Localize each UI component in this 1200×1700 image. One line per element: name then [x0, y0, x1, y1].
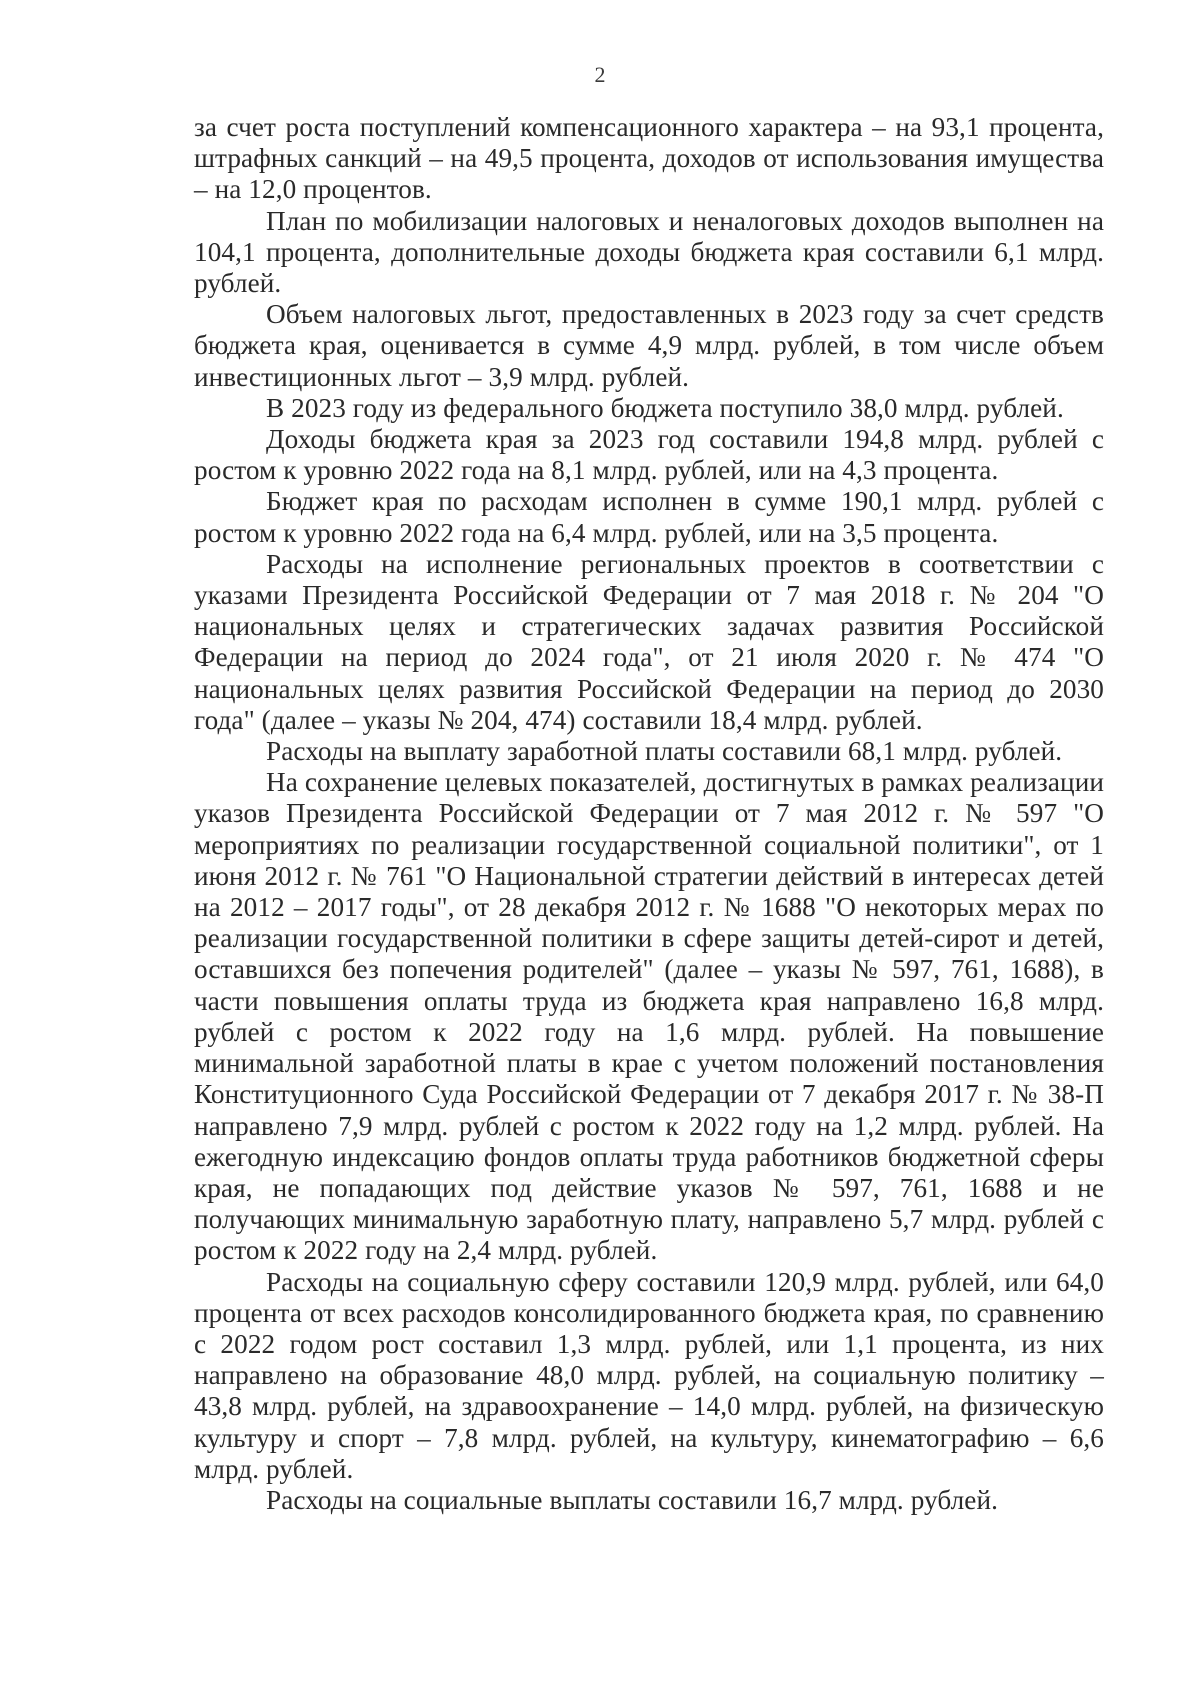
paragraph-target-indicators: На сохранение целевых показателей, достигнутых в рамках реализации указов Президента Российской Федерации от 7 мая 2012 г. № 597 "О мероприятиях по реализации государственной социальной политики", от 1 июня 2012 г. № 761 "О Национальной стратегии действий в интересах детей на 2012 – 2017 годы", от 28 декабря 2012 г. № 1688 "О некоторых мерах по реализации государственной политики в сфере защиты детей-сирот и детей, оставшихся без попечения родителей" (далее – указы № 597, 761, 1688), в части повышения оплаты труда из бюджета края направлено 16,8 млрд. рублей с ростом к 2022 году на 1,6 млрд. рублей. На повышение минимальной заработной платы в крае с учетом положений постановления Конституционного Суда Российской Федерации от 7 декабря 2017 г. № 38-П направлено 7,9 млрд. рублей с ростом к 2022 году на 1,2 млрд. рублей. На ежегодную индексацию фондов оплаты труда работников бюджетной сферы края, не попадающих под действие указов № 597, 761, 1688 и не получающих минимальную заработную плату, направлено 5,7 млрд. рублей с ростом к 2022 году на 2,4 млрд. рублей. [194, 767, 1104, 1266]
document-body [194, 112, 1104, 1516]
paragraph-mobilization-plan: План по мобилизации налоговых и неналоговых доходов выполнен на 104,1 процента, дополнительные доходы бюджета края составили 6,1 млрд. рублей. [194, 205, 1104, 299]
paragraph-tax-benefits: Объем налоговых льгот, предоставленных в 2023 году за счет средств бюджета края, оценивается в сумме 4,9 млрд. рублей, в том числе объем инвестиционных льгот – 3,9 млрд. рублей. [194, 299, 1104, 392]
paragraph-wages: Расходы на выплату заработной платы составили 68,1 млрд. рублей. [266, 736, 1063, 767]
page-number: 2 [594, 62, 606, 87]
paragraph-budget-revenues: Доходы бюджета края за 2023 год составили 194,8 млрд. рублей с ростом к уровню 2022 года на 8,1 млрд. рублей, или на 4,3 процента. [194, 424, 1104, 486]
paragraph-social-payments: Расходы на социальные выплаты составили 16,7 млрд. рублей. [266, 1484, 999, 1515]
paragraph-regional-projects: Расходы на исполнение региональных проектов в соответствии с указами Президента Российской Федерации от 7 мая 2018 г. № 204 "О национальных целях и стратегических задачах развития Российской Федерации на период до 2024 года", от 21 июля 2020 г. № 474 "О национальных целях развития Российской Федерации на период до 2030 года" (далее – указы № 204, 474) составили 18,4 млрд. рублей. [194, 548, 1104, 735]
paragraph-social-sphere: Расходы на социальную сферу составили 120,9 млрд. рублей, или 64,0 процента от всех расходов консолидированного бюджета края, по сравнению с 2022 годом рост составил 1,3 млрд. рублей, или 1,1 процента, из них направлено на образование 48,0 млрд. рублей, на социальную политику – 43,8 млрд. рублей, на здравоохранение – 14,0 млрд. рублей, на физическую культуру и спорт – 7,8 млрд. рублей, на культуру, кинематографию – 6,6 млрд. рублей. [194, 1266, 1104, 1484]
paragraph-federal-transfers: В 2023 году из федерального бюджета поступило 38,0 млрд. рублей. [266, 392, 1064, 423]
paragraph-budget-expenditures: Бюджет края по расходам исполнен в сумме 190,1 млрд. рублей с ростом к уровню 2022 года на 6,4 млрд. рублей, или на 3,5 процента. [194, 486, 1104, 548]
paragraph-revenue-growth: за счет роста поступлений компенсационного характера – на 93,1 процента, штрафных санкций – на 49,5 процента, доходов от использования имущества – на 12,0 процентов. [194, 112, 1104, 205]
